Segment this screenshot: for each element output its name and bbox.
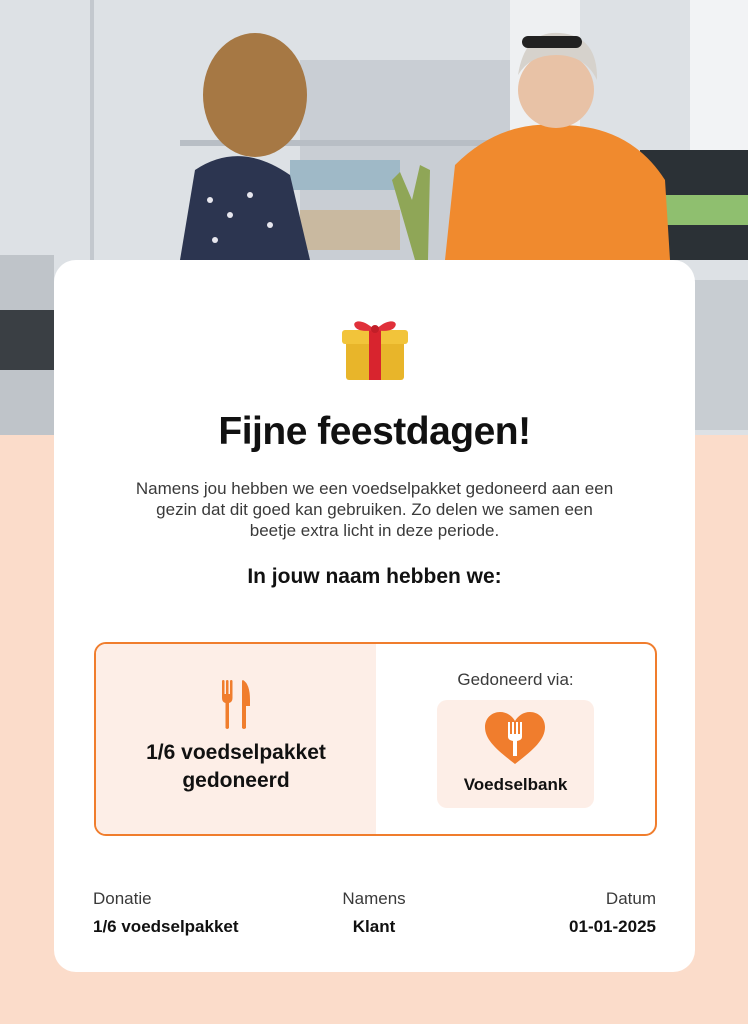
datum-value: 01-01-2025 xyxy=(569,917,656,936)
donation-box xyxy=(94,642,657,836)
donation-subheading: In jouw naam hebben we: xyxy=(247,565,502,588)
intro-text: Namens jou hebben we een voedselpakket gedoneerd aan een gezin dat dit goed kan gebruiken. Zo delen we samen een beetje extra licht in deze periode. xyxy=(135,479,614,540)
cutlery-icon xyxy=(221,680,251,730)
donation-summary xyxy=(96,644,376,834)
donation-via xyxy=(376,644,655,834)
donation-amount-line1: 1/6 voedselpakket xyxy=(146,741,326,764)
via-label: Gedoneerd via: xyxy=(457,670,574,689)
organisation-name: Voedselbank xyxy=(463,775,568,794)
organisation-tile xyxy=(437,700,594,808)
datum-label: Datum xyxy=(605,889,656,908)
namens-value: Klant xyxy=(352,917,396,936)
heart-fork-icon xyxy=(485,712,545,766)
donation-amount-label xyxy=(96,739,376,795)
donation-amount-line2: gedoneerd xyxy=(182,769,290,792)
donatie-value: 1/6 voedselpakket xyxy=(93,917,239,936)
namens-label: Namens xyxy=(342,889,406,908)
card-title: Fijne feestdagen! xyxy=(218,410,531,453)
donatie-label: Donatie xyxy=(93,889,152,908)
gift-icon xyxy=(340,314,410,384)
greeting-card xyxy=(54,260,695,972)
